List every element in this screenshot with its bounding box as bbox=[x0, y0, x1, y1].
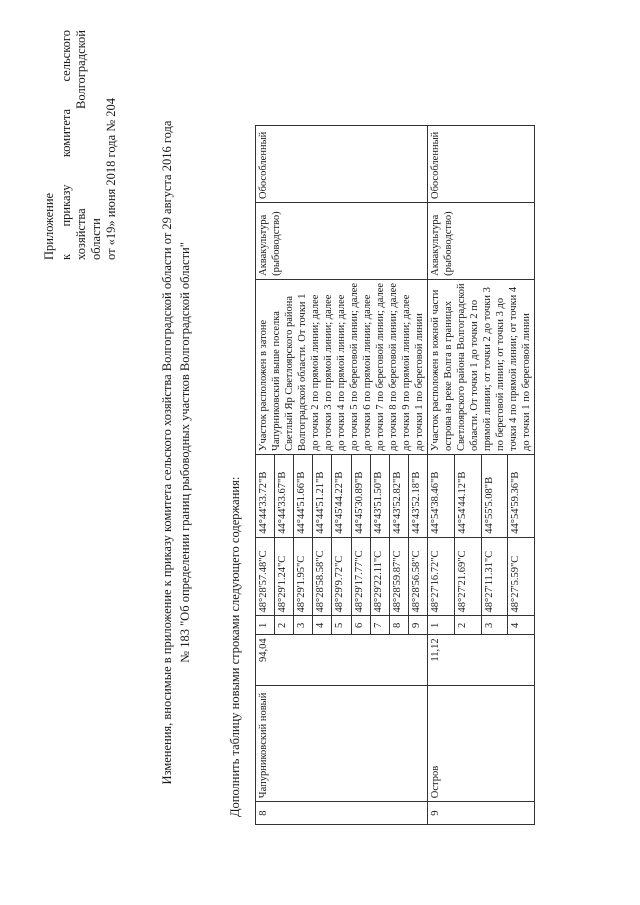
point-number: 8 bbox=[389, 616, 408, 635]
point-number: 5 bbox=[332, 616, 351, 635]
point-latitude: 48°27'16.72"С bbox=[428, 537, 455, 616]
plot-use: Аквакультура (рыбоводство) bbox=[256, 203, 428, 280]
point-number: 2 bbox=[454, 616, 481, 635]
point-longitude: 44°45'30.89"В bbox=[351, 454, 370, 537]
point-number: 4 bbox=[508, 616, 535, 635]
plot-use: Аквакультура (рыбоводство) bbox=[428, 203, 535, 280]
point-number: 3 bbox=[481, 616, 508, 635]
intro-text: Дополнить таблицу новыми строками следующего содержания: bbox=[228, 476, 242, 817]
point-longitude: 44°44'33.72"В bbox=[256, 454, 275, 537]
point-longitude: 44°54'59.36"В bbox=[508, 454, 535, 537]
plot-type: Обособленный bbox=[428, 126, 535, 203]
table-row bbox=[256, 126, 275, 825]
plot-area: 11,12 bbox=[428, 635, 535, 686]
point-latitude: 48°28'56.58"С bbox=[408, 537, 427, 616]
point-latitude: 48°28'57.48"С bbox=[256, 537, 275, 616]
appendix-line-2: хозяйства Волгоградской bbox=[74, 30, 88, 260]
point-number: 9 bbox=[408, 616, 427, 635]
point-latitude: 48°29'9.72"С bbox=[332, 537, 351, 616]
table-row bbox=[428, 126, 455, 825]
appendix-line-1: к приказу комитета сельского bbox=[59, 30, 73, 260]
point-longitude: 44°54'44.12"В bbox=[454, 454, 481, 537]
point-longitude: 44°43'52.82"В bbox=[389, 454, 408, 537]
point-longitude: 44°44'51.66"В bbox=[294, 454, 313, 537]
appendix-block bbox=[42, 30, 119, 260]
point-number: 7 bbox=[370, 616, 389, 635]
point-latitude: 48°29'22.11"С bbox=[370, 537, 389, 616]
point-latitude: 48°27'11.31"С bbox=[481, 537, 508, 616]
point-longitude: 44°44'51.21"В bbox=[313, 454, 332, 537]
point-latitude: 48°29'1.95"С bbox=[294, 537, 313, 616]
point-latitude: 48°29'17.77"С bbox=[351, 537, 370, 616]
point-number: 4 bbox=[313, 616, 332, 635]
point-longitude: 44°54'38.46"В bbox=[428, 454, 455, 537]
point-number: 1 bbox=[256, 616, 275, 635]
point-longitude: 44°55'5.08"В bbox=[481, 454, 508, 537]
appendix-date: от «19» июня 2018 года № 204 bbox=[104, 97, 118, 260]
point-latitude: 48°29'1.24"С bbox=[275, 537, 294, 616]
plot-number: 9 bbox=[428, 802, 535, 825]
plot-name: Остров bbox=[428, 685, 535, 801]
point-number: 1 bbox=[428, 616, 455, 635]
plots-table-body bbox=[256, 126, 535, 825]
point-latitude: 48°27'21.69"С bbox=[454, 537, 481, 616]
plots-table bbox=[255, 125, 535, 825]
plot-number: 8 bbox=[256, 802, 428, 825]
point-latitude: 48°27'5.59"С bbox=[508, 537, 535, 616]
heading-line-1: Изменения, вносимые в приложение к приказу комитета сельского хозяйства Волгоградской области от 29 августа 2016 года bbox=[160, 120, 174, 785]
plot-description: Участок расположен в затоне Чапурниковский выше поселка Светлый Яр Светлоярского района Волгоградской области. От точки 1 до точки 2 по прямой линии; далее до точки 3 по прямой линии; далее до точки 4 по прямой линии; далее до точки 5 по береговой линии; далее до точки 6 по прямой линии; далее до точки 7 по береговой линии; далее до точки 8 по береговой линии; далее до точки 9 по прямой линии; далее до точки 1 по береговой линии bbox=[256, 279, 428, 454]
point-longitude: 44°44'33.67"В bbox=[275, 454, 294, 537]
point-number: 6 bbox=[351, 616, 370, 635]
heading-line-2: № 183 "Об определении границ рыбоводных участков Волгоградской области" bbox=[178, 242, 192, 663]
appendix-title: Приложение bbox=[42, 192, 56, 260]
plot-description: Участок расположен в южной части острова на реке Волга в границах Светлоярского района Волгоградской области. От точки 1 до точки 2 по прямой линии; от точки 2 до точки 3 по береговой линии; от точки 3 до точки 4 по прямой линии; от точки 4 до точки 1 по береговой линии bbox=[428, 279, 535, 454]
plot-type: Обособленный bbox=[256, 126, 428, 203]
appendix-line-3: области bbox=[89, 218, 103, 260]
plot-name: Чапурниковский новый bbox=[256, 685, 428, 801]
point-latitude: 48°28'58.58"С bbox=[313, 537, 332, 616]
point-latitude: 48°28'59.87"С bbox=[389, 537, 408, 616]
plot-area: 94,04 bbox=[256, 635, 428, 686]
point-number: 3 bbox=[294, 616, 313, 635]
point-number: 2 bbox=[275, 616, 294, 635]
point-longitude: 44°43'51.50"В bbox=[370, 454, 389, 537]
point-longitude: 44°43'52.18"В bbox=[408, 454, 427, 537]
point-longitude: 44°45'44.22"В bbox=[332, 454, 351, 537]
